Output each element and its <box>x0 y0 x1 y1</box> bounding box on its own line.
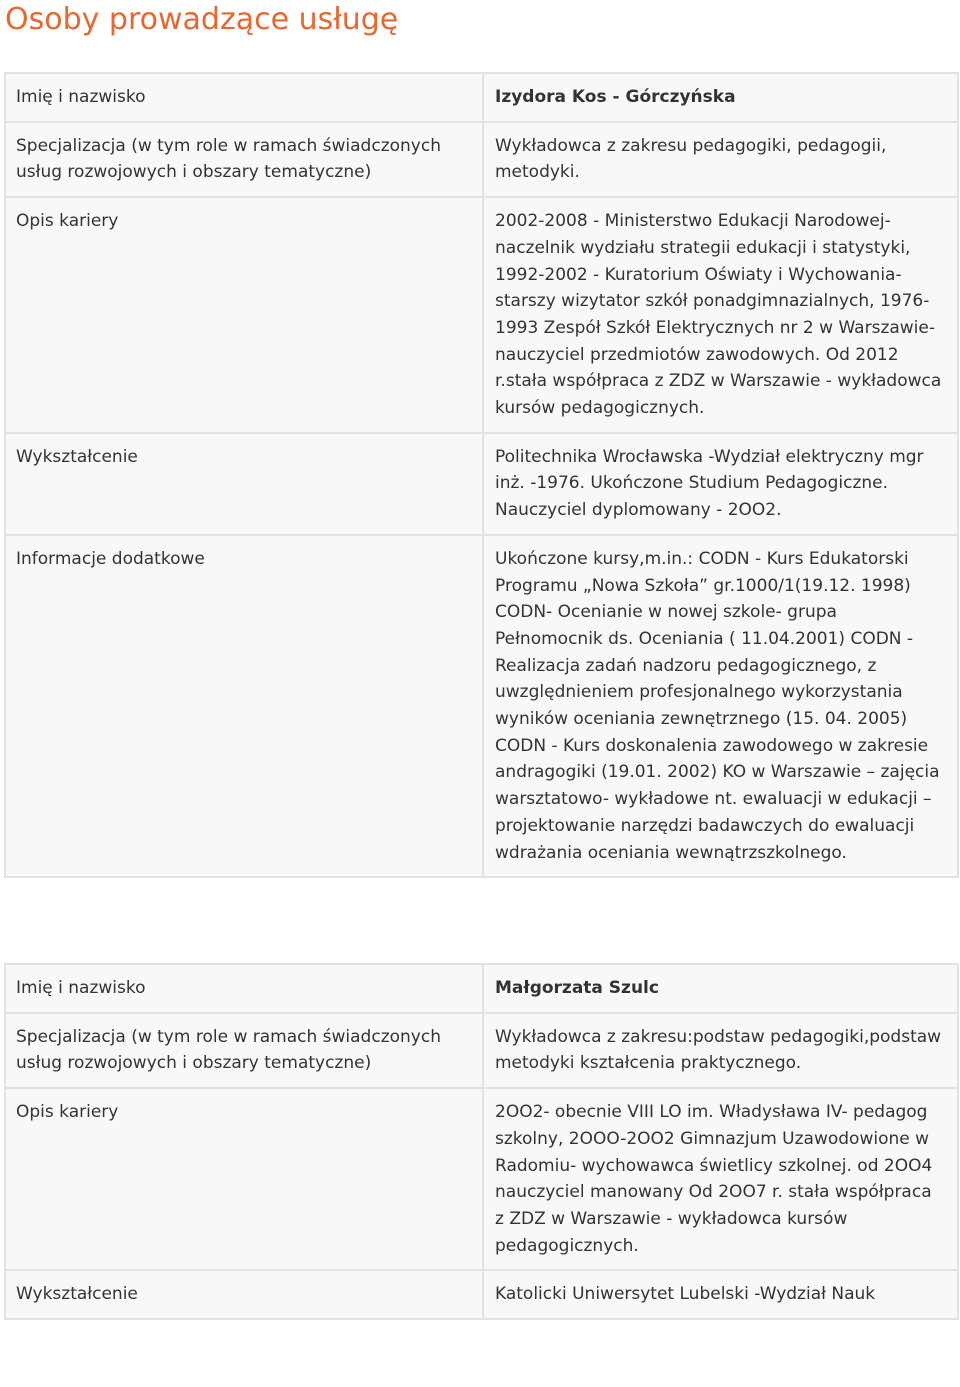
table-row <box>5 197 958 433</box>
table-row <box>5 1013 958 1088</box>
person-details-table <box>4 72 959 878</box>
table-row <box>5 433 958 535</box>
career-label: Opis kariery <box>5 197 483 433</box>
education-label: Wykształcenie <box>5 433 483 535</box>
specialization-label: Specjalizacja (w tym role w ramach świadczonych usług rozwojowych i obszary tematyczne) <box>5 1013 483 1088</box>
additional-info-value: Ukończone kursy,m.in.: CODN - Kurs Edukatorski Programu „Nowa Szkoła” gr.1000/1(19.12. 1998) CODN- Ocenianie w nowej szkole- grupa Pełnomocnik ds. Oceniania ( 11.04.2001) CODN - Realizacja zadań nadzoru pedagogicznego, z uwzględnieniem profesjonalnego wykorzystania wyników oceniania zewnętrznego (15. 04. 2005) CODN - Kurs doskonalenia zawodowego w zakresie andragogiki (19.01. 2002) KO w Warszawie – zajęcia warsztatowo- wykładowe nt. ewaluacji w edukacji – projektowanie narzędzi badawczych do ewaluacji wdrażania oceniania wewnątrzszkolnego. <box>483 535 958 877</box>
career-value: 2002-2008 - Ministerstwo Edukacji Narodowej- naczelnik wydziału strategii edukacji i statystyki, 1992-2002 - Kuratorium Oświaty i Wychowania- starszy wizytator szkół ponadgimnazialnych, 1976-1993 Zespół Szkół Elektrycznych nr 2 w Warszawie- nauczyciel przedmiotów zawodowych. Od 2012 r.stała współpraca z ZDZ w Warszawie - wykładowca kursów pedagogicznych. <box>483 197 958 433</box>
career-label: Opis kariery <box>5 1088 483 1270</box>
name-value: Małgorzata Szulc <box>483 964 958 1013</box>
person-details-table <box>4 963 959 1320</box>
table-row <box>5 1088 958 1270</box>
specialization-value: Wykładowca z zakresu pedagogiki, pedagogii, metodyki. <box>483 122 958 197</box>
education-value: Politechnika Wrocławska -Wydział elektryczny mgr inż. -1976. Ukończone Studium Pedagogiczne. Nauczyciel dyplomowany - 2OO2. <box>483 433 958 535</box>
table-row <box>5 535 958 877</box>
name-label: Imię i nazwisko <box>5 964 483 1013</box>
education-label: Wykształcenie <box>5 1270 483 1319</box>
specialization-label: Specjalizacja (w tym role w ramach świadczonych usług rozwojowych i obszary tematyczne) <box>5 122 483 197</box>
education-value: Katolicki Uniwersytet Lubelski -Wydział Nauk <box>483 1270 958 1319</box>
table-row <box>5 122 958 197</box>
page-title: Osoby prowadzące usługę <box>5 2 399 37</box>
specialization-value: Wykładowca z zakresu:podstaw pedagogiki,podstaw metodyki kształcenia praktycznego. <box>483 1013 958 1088</box>
additional-info-label: Informacje dodatkowe <box>5 535 483 877</box>
table-row <box>5 73 958 122</box>
career-value: 2OO2- obecnie VIII LO im. Władysława IV- pedagog szkolny, 2OOO-2OO2 Gimnazjum Uzawodowione w Radomiu- wychowawca świetlicy szkolnej. od 2OO4 nauczyciel manowany Od 2OO7 r. stała współpraca z ZDZ w Warszawie - wykładowca kursów pedagogicznych. <box>483 1088 958 1270</box>
table-row <box>5 1270 958 1319</box>
name-value: Izydora Kos - Górczyńska <box>483 73 958 122</box>
name-label: Imię i nazwisko <box>5 73 483 122</box>
table-row <box>5 964 958 1013</box>
